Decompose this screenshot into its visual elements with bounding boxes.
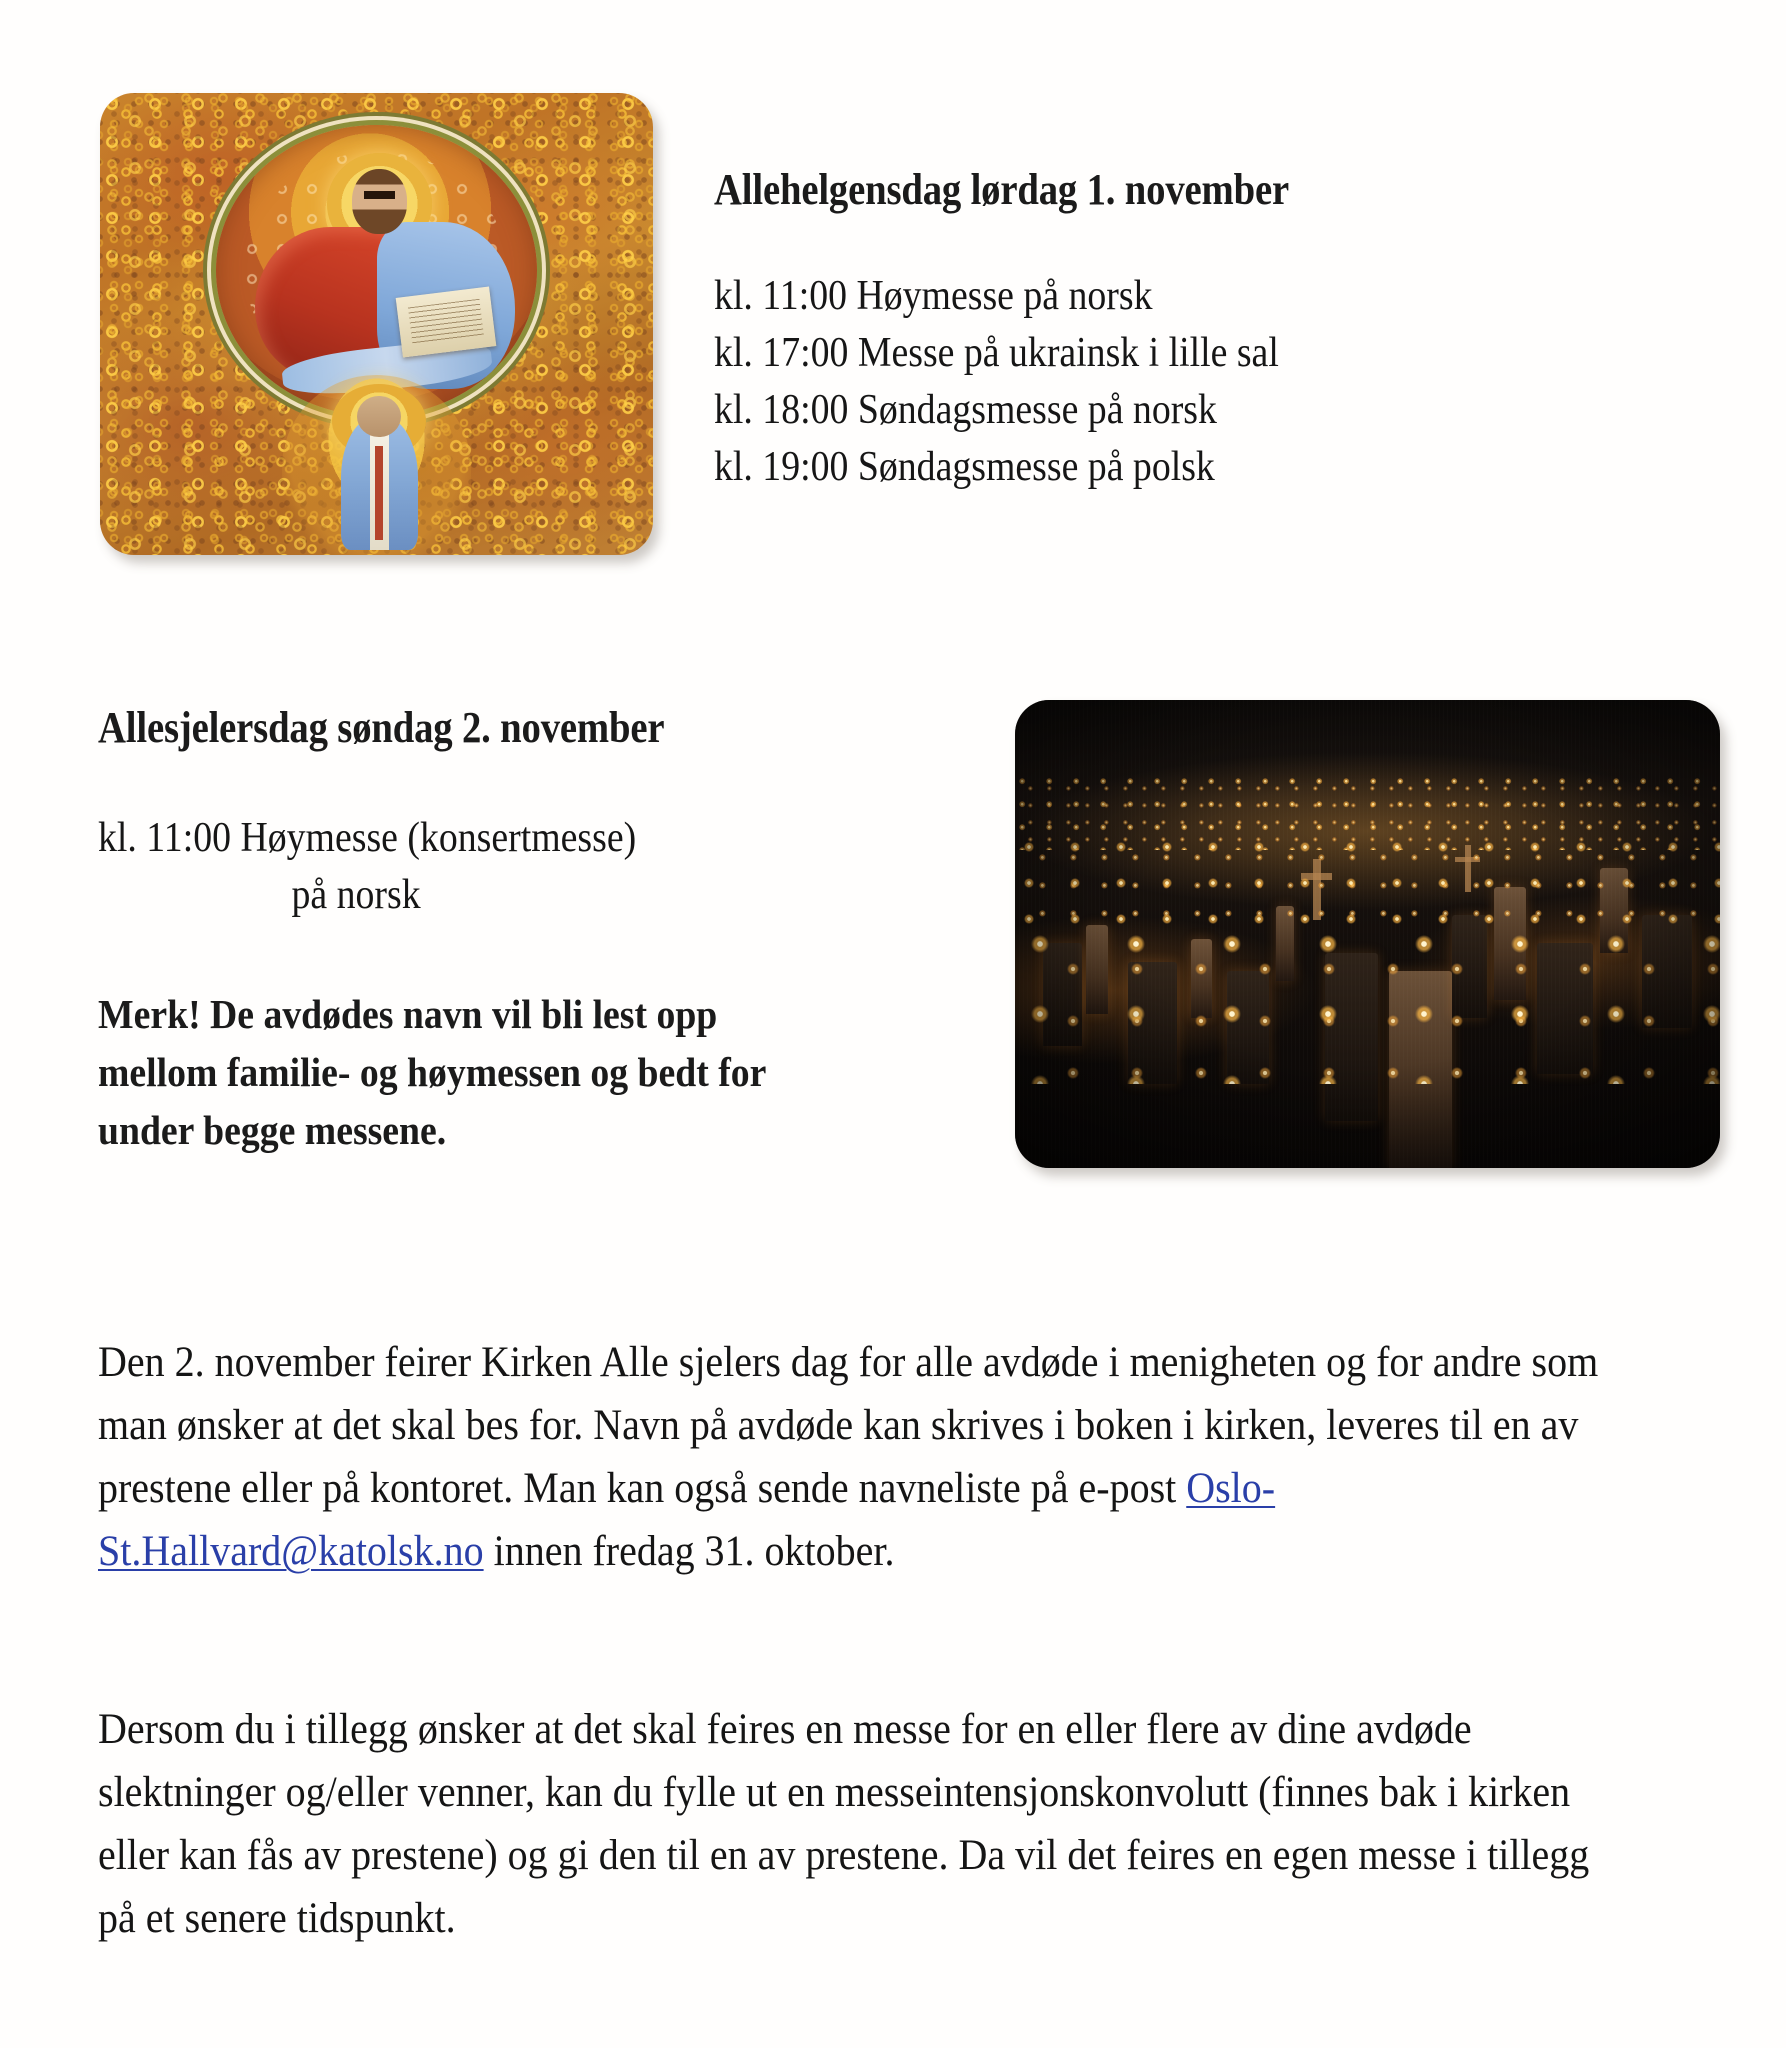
paragraph-text-after-link: innen fredag 31. oktober. [483,1528,895,1575]
merk-notice-text: Merk! De avdødes navn vil bli lest opp mellom familie- og høymessen og bedt for under begge messene. [98,991,766,1153]
mass-time-line-1: kl. 11:00 Høymesse (konsertmesse) [98,815,637,861]
messeintensjon-paragraph: Dersom du i tillegg ønsker at det skal feires en messe for en eller flere av dine avdøde slektninger og/eller venner, kan du fylle ut en messeintensjonskonvolutt (finnes bak i kirken eller kan fås av prestene) og gi den til en av prestene. Da vil det feires en egen messe i tillegg på et senere tidspunkt. [98,1706,1590,1942]
schedule-row: kl. 19:00 Søndagsmesse på polsk [714,444,1215,490]
photo-vignette [1015,700,1720,1168]
schedule-row: kl. 17:00 Messe på ukrainsk i lille sal [714,330,1279,376]
christ-head [352,169,407,234]
email-link[interactable]: Oslo-St.Hallvard@katolsk.no [98,1465,1276,1575]
christ-open-book [395,286,496,357]
alle-sjelers-dag-paragraph [98,1331,1625,1583]
christ-pantocrator-fresco-image [100,93,653,555]
schedule-row: kl. 11:00 Høymesse på norsk [714,273,1153,319]
fresco-inner [100,93,653,555]
allesjelersdag-mass-time [98,810,636,924]
candlelit-cemetery-photo [1015,700,1720,1168]
cemetery-inner [1015,700,1720,1168]
allehelgensdag-schedule-list [714,268,1279,496]
mass-time-line-2: på norsk [291,872,421,918]
schedule-row: kl. 18:00 Søndagsmesse på norsk [714,387,1217,433]
paragraph-text-before-link: Den 2. november feirer Kirken Alle sjelers dag for alle avdøde i menigheten og for andre som man ønsker at det skal bes for. Navn på avdøde kan skrives i boken i kirken, leveres til en av prestene eller på kontoret. Man kan også sende navneliste på e-post [98,1339,1599,1512]
allehelgensdag-heading: Allehelgensdag lørdag 1. november [714,165,1289,214]
allesjelersdag-heading: Allesjelersdag søndag 2. november [98,703,665,752]
